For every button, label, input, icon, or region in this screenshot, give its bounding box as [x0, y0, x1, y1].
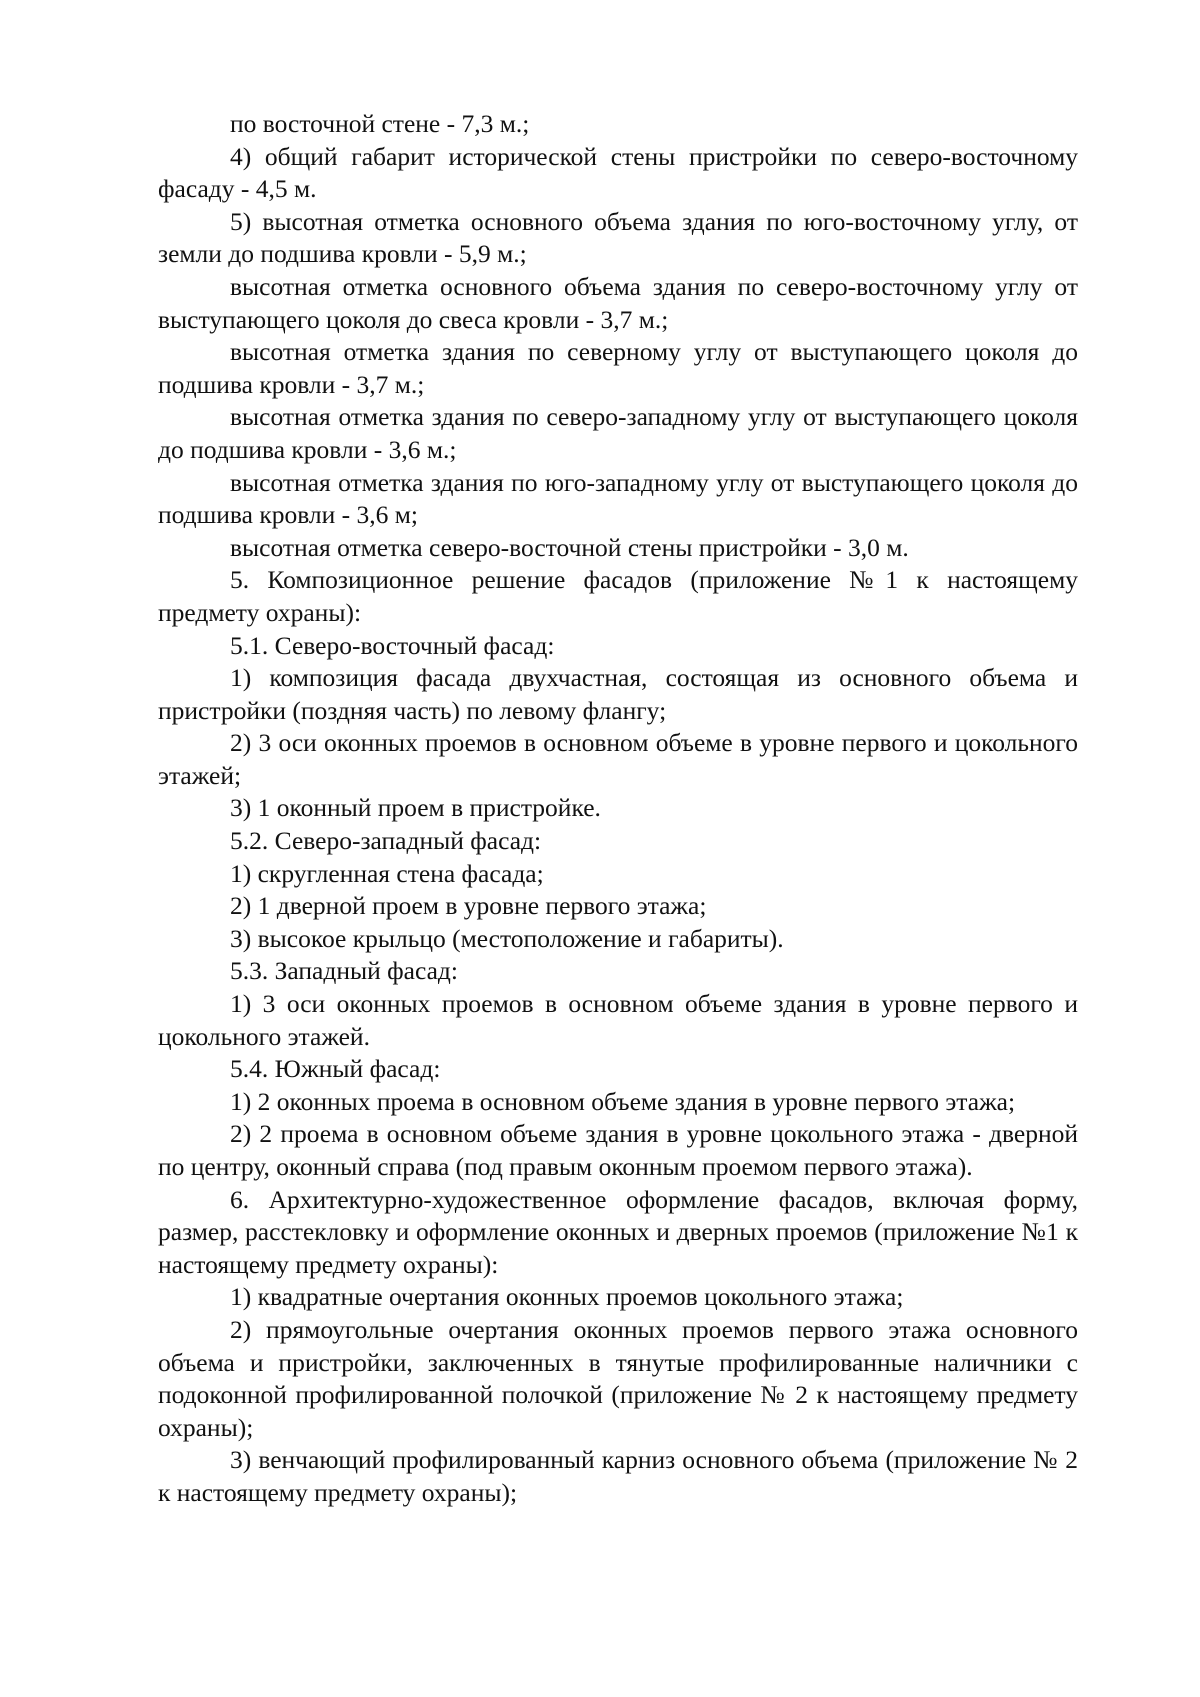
list-item: 2) прямоугольные очертания оконных проемов первого этажа основного объема и пристройки, заключенных в тянутые профилированные наличники с подоконной профилированной полочкой (приложение № 2 к настоящему предмету охраны); — [158, 1314, 1078, 1442]
paragraph-height-sw: высотная отметка здания по юго-западному углу от выступающего цоколя до подшива кровли - 3,6 м; — [158, 467, 1078, 530]
section-6-heading: 6. Архитектурно-художественное оформление фасадов, включая форму, размер, расстекловку и оформление оконных и дверных проемов (приложение №1 к настоящему предмету охраны): — [158, 1184, 1078, 1279]
paragraph-height-north: высотная отметка здания по северному углу от выступающего цоколя до подшива кровли - 3,7 м.; — [158, 337, 1078, 399]
subsection-5-2-heading: 5.2. Северо-западный фасад: — [230, 826, 542, 856]
list-item: 1) 3 оси оконных проемов в основном объеме здания в уровне первого и цокольного этажей. — [158, 989, 1078, 1051]
list-item: 2) 2 проема в основном объеме здания в уровне цокольного этажа - дверной по центру, оконный справа (под правым оконным проемом первого этажа). — [158, 1119, 1078, 1181]
list-item: 2) 3 оси оконных проемов в основном объеме в уровне первого и цокольного этажей; — [158, 728, 1078, 790]
subsection-5-4-heading: 5.4. Южный фасад: — [230, 1054, 441, 1084]
subsection-5-1-heading: 5.1. Северо-восточный фасад: — [230, 630, 555, 660]
list-item: 3) венчающий профилированный карниз основного объема (приложение № 2 к настоящему предмету охраны); — [158, 1445, 1078, 1507]
subsection-5-3-heading: 5.3. Западный фасад: — [230, 956, 458, 986]
section-5-heading: 5. Композиционное решение фасадов (приложение №1 к настоящему предмету охраны): — [158, 565, 1078, 627]
list-item: 2) 1 дверной проем в уровне первого этажа; — [230, 891, 707, 921]
paragraph-item-5-height-se: 5) высотная отметка основного объема здания по юго-восточному углу, от земли до подшива кровли - 5,9 м.; — [158, 206, 1078, 269]
list-item: 1) квадратные очертания оконных проемов цокольного этажа; — [230, 1282, 904, 1312]
paragraph-height-nw: высотная отметка здания по северо-западному углу от выступающего цоколя до подшива кровли - 3,6 м.; — [158, 402, 1078, 464]
list-item: 3) высокое крыльцо (местоположение и габариты). — [230, 923, 784, 953]
list-item: 1) композиция фасада двухчастная, состоящая из основного объема и пристройки (поздняя часть) по левому флангу; — [158, 663, 1078, 725]
list-item: 1) 2 оконных проема в основном объеме здания в уровне первого этажа; — [230, 1086, 1016, 1116]
paragraph-height-extension: высотная отметка северо-восточной стены пристройки - 3,0 м. — [230, 532, 909, 562]
paragraph-east-wall: по восточной стене - 7,3 м.; — [230, 109, 530, 138]
document-page — [158, 108, 1078, 1510]
paragraph-height-ne: высотная отметка основного объема здания по северо-восточному углу от выступающего цоколя до свеса кровли - 3,7 м.; — [158, 271, 1078, 334]
list-item: 3) 1 оконный проем в пристройке. — [230, 793, 601, 823]
list-item: 1) скругленная стена фасада; — [230, 858, 544, 888]
paragraph-item-4-extension: 4) общий габарит исторической стены пристройки по северо-восточному фасаду - 4,5 м. — [158, 141, 1078, 204]
